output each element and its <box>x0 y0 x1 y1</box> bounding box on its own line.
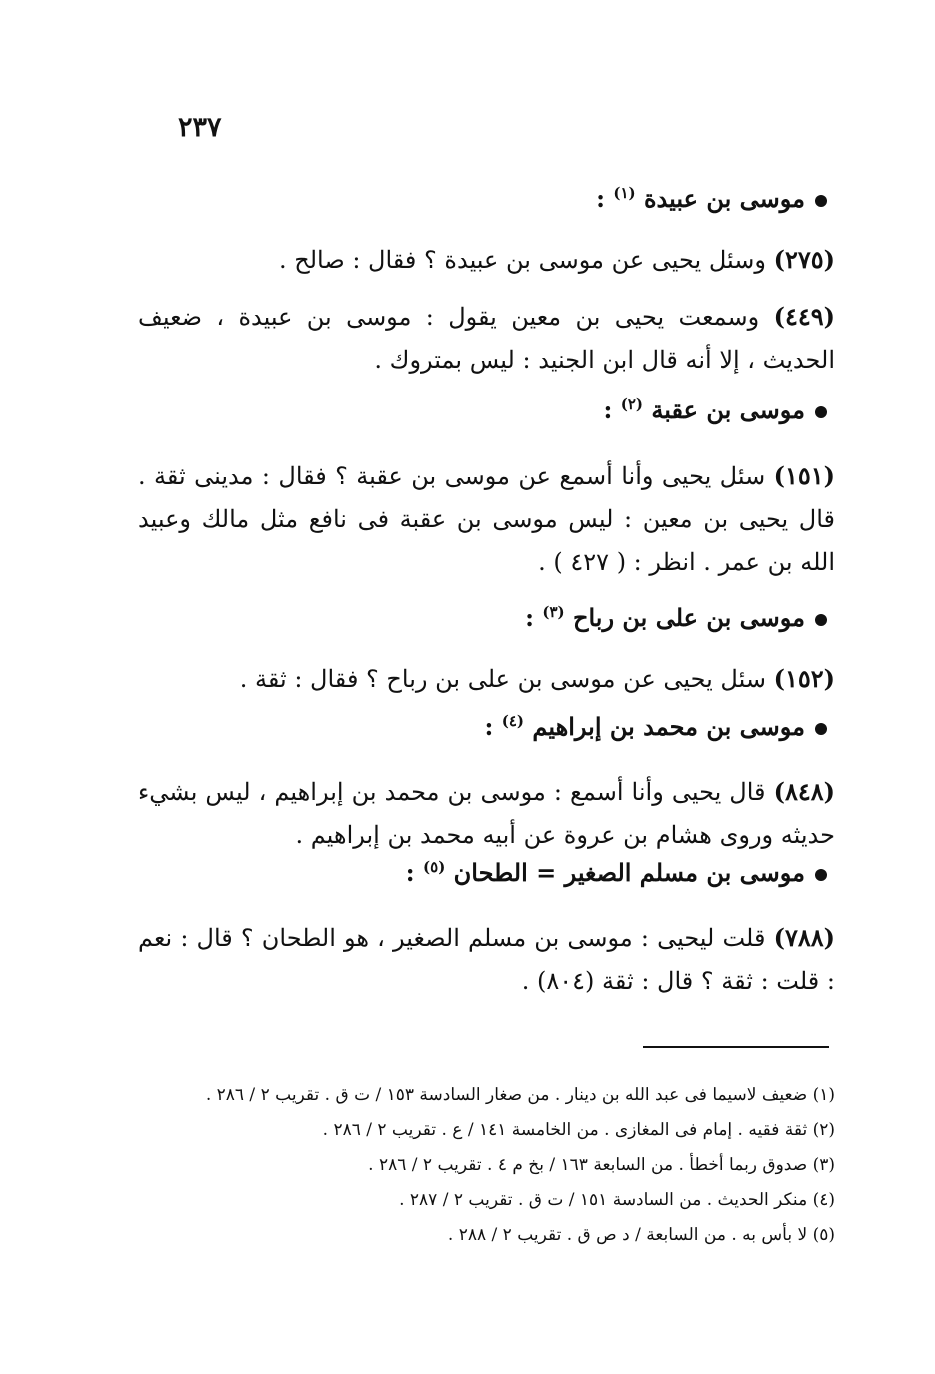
entry-number: (٨٤٨) <box>773 777 835 806</box>
footnotes <box>138 1078 835 1253</box>
entry-heading <box>596 184 827 213</box>
footnote-ref: (١) <box>613 184 636 202</box>
entry-paragraph <box>138 238 835 282</box>
footnote: (٤) منكر الحديث . من السادسة ١٥١ / ت ق . تقريب ٢ / ٢٨٧ . <box>399 1190 835 1210</box>
bullet-icon <box>815 723 827 735</box>
bullet-icon <box>815 406 827 418</box>
entry-paragraph <box>138 657 835 701</box>
entry-paragraph <box>138 295 835 382</box>
entry-heading <box>604 395 827 424</box>
heading-colon: : <box>525 603 534 632</box>
entry-number: (٧٨٨) <box>773 923 835 952</box>
entry-number: (٤٤٩) <box>773 302 835 331</box>
entry-text: وسئل يحيى عن موسى بن عبيدة ؟ فقال : صالح . <box>278 246 766 274</box>
bullet-icon <box>815 614 827 626</box>
entry-text: سئل يحيى وأنا أسمع عن موسى بن عقبة ؟ فقال : مدينى ثقة . قال يحيى بن معين : ليس موسى بن عقبة فى نافع مثل مالك وعبيد الله بن عمر . انظر : ( ٤٢٧ ) . <box>138 462 835 576</box>
entry-paragraph <box>138 916 835 1003</box>
entry-paragraph <box>138 454 835 584</box>
heading-text: موسى بن عبيدة <box>643 184 805 213</box>
entry-heading <box>525 603 827 632</box>
bullet-icon <box>815 195 827 207</box>
entry-text: قال يحيى وأنا أسمع : موسى بن محمد بن إبراهيم ، ليس بشيء حديثه وروى هشام بن عروة عن أبيه محمد بن إبراهيم . <box>138 778 835 849</box>
entry-heading <box>406 858 827 887</box>
heading-text: موسى بن محمد بن إبراهيم <box>532 712 805 741</box>
footnote: (٣) صدوق ربما أخطأ . من السابعة ١٦٣ / بخ م ٤ . تقريب ٢ / ٢٨٦ . <box>368 1155 835 1175</box>
entry-text: وسمعت يحيى بن معين يقول : موسى بن عبيدة ، ضعيف الحديث ، إلا أنه قال ابن الجنيد : ليس بمتروك . <box>138 303 835 374</box>
footnote: (٥) لا بأس به . من السابعة / د ص ق . تقريب ٢ / ٢٨٨ . <box>447 1225 835 1245</box>
footnote: (١) ضعيف لاسيما فى عبد الله بن دينار . من صغار السادسة ١٥٣ / ت ق . تقريب ٢ / ٢٨٦ . <box>205 1085 835 1105</box>
footnote-ref: (٢) <box>620 395 644 413</box>
footnote-ref: (٣) <box>542 603 565 621</box>
entry-text: قلت ليحيى : موسى بن مسلم الصغير ، هو الطحان ؟ قال : نعم : قلت : ثقة ؟ قال : ثقة (٨٠٤) . <box>138 924 835 995</box>
footnote-ref: (٤) <box>501 712 524 730</box>
heading-text: موسى بن على بن رباح <box>572 603 805 632</box>
entry-paragraph <box>138 770 835 857</box>
footnote-ref: (٥) <box>423 858 446 876</box>
page-number: ٢٣٧ <box>178 112 222 143</box>
heading-text: موسى بن مسلم الصغير = الطحان <box>453 858 805 887</box>
heading-colon: : <box>603 395 613 424</box>
entry-heading <box>485 712 828 741</box>
entry-text: سئل يحيى عن موسى بن على بن رباح ؟ فقال : ثقة . <box>239 665 766 693</box>
footnote: (٢) ثقة فقيه . إمام فى المغازى . من الخامسة ١٤١ / ع . تقريب ٢ / ٢٨٦ . <box>322 1120 835 1140</box>
bullet-icon <box>815 869 827 881</box>
heading-text: موسى بن عقبة <box>651 395 805 424</box>
entry-number: (١٥١) <box>773 461 835 490</box>
heading-colon: : <box>596 184 605 213</box>
footnote-divider <box>643 1046 829 1048</box>
entry-number: (١٥٢) <box>773 664 835 693</box>
entry-number: (٢٧٥) <box>773 245 835 274</box>
heading-colon: : <box>484 712 494 741</box>
heading-colon: : <box>405 858 415 887</box>
